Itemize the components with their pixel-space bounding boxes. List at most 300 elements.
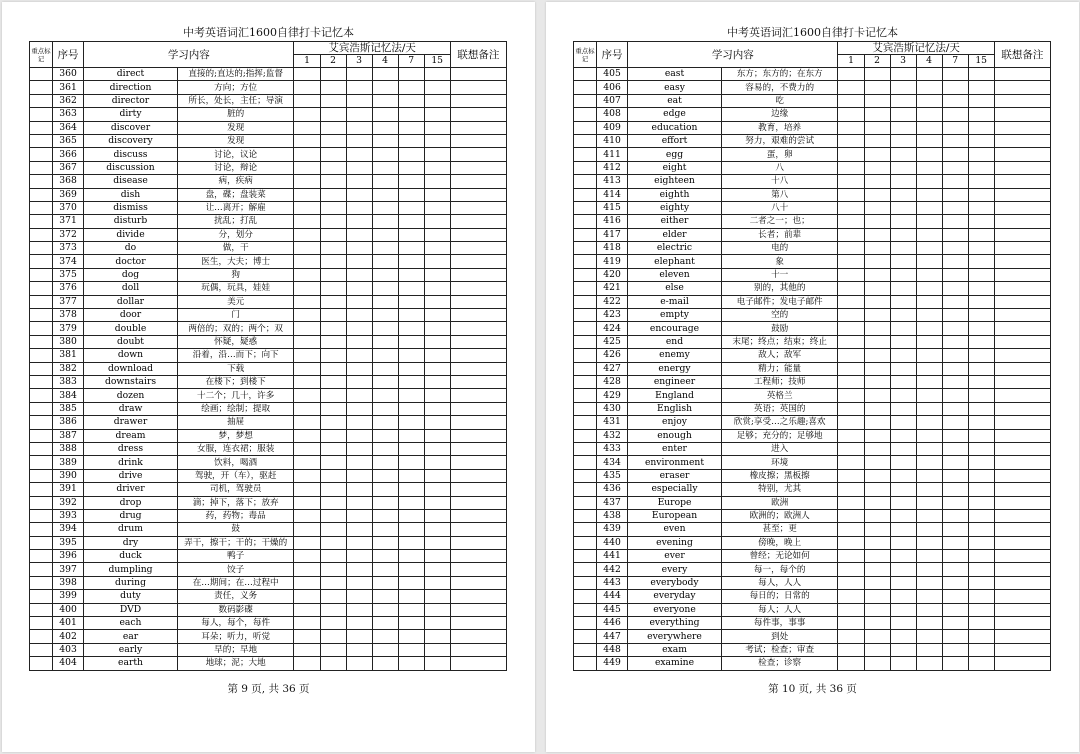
notes-cell[interactable] [994, 201, 1050, 214]
review-checkbox-cell[interactable] [372, 416, 398, 429]
review-checkbox-cell[interactable] [294, 309, 320, 322]
review-checkbox-cell[interactable] [398, 268, 424, 281]
mark-cell[interactable] [30, 349, 53, 362]
review-checkbox-cell[interactable] [346, 483, 372, 496]
review-checkbox-cell[interactable] [320, 335, 346, 348]
review-checkbox-cell[interactable] [890, 563, 916, 576]
review-checkbox-cell[interactable] [890, 496, 916, 509]
review-checkbox-cell[interactable] [968, 469, 994, 482]
review-checkbox-cell[interactable] [942, 469, 968, 482]
review-checkbox-cell[interactable] [864, 523, 890, 536]
review-checkbox-cell[interactable] [838, 188, 864, 201]
notes-cell[interactable] [450, 657, 506, 670]
review-checkbox-cell[interactable] [864, 536, 890, 549]
review-checkbox-cell[interactable] [864, 643, 890, 656]
review-checkbox-cell[interactable] [372, 282, 398, 295]
review-checkbox-cell[interactable] [864, 242, 890, 255]
review-checkbox-cell[interactable] [372, 228, 398, 241]
review-checkbox-cell[interactable] [864, 402, 890, 415]
review-checkbox-cell[interactable] [398, 242, 424, 255]
review-checkbox-cell[interactable] [424, 282, 450, 295]
review-checkbox-cell[interactable] [294, 630, 320, 643]
review-checkbox-cell[interactable] [838, 309, 864, 322]
review-checkbox-cell[interactable] [294, 442, 320, 455]
review-checkbox-cell[interactable] [838, 242, 864, 255]
review-checkbox-cell[interactable] [864, 550, 890, 563]
review-checkbox-cell[interactable] [424, 255, 450, 268]
review-checkbox-cell[interactable] [398, 134, 424, 147]
review-checkbox-cell[interactable] [372, 442, 398, 455]
mark-cell[interactable] [30, 536, 53, 549]
review-checkbox-cell[interactable] [424, 201, 450, 214]
review-checkbox-cell[interactable] [424, 590, 450, 603]
review-checkbox-cell[interactable] [890, 148, 916, 161]
notes-cell[interactable] [994, 563, 1050, 576]
notes-cell[interactable] [450, 402, 506, 415]
review-checkbox-cell[interactable] [838, 416, 864, 429]
mark-cell[interactable] [30, 550, 53, 563]
notes-cell[interactable] [994, 335, 1050, 348]
review-checkbox-cell[interactable] [838, 228, 864, 241]
review-checkbox-cell[interactable] [838, 282, 864, 295]
notes-cell[interactable] [450, 108, 506, 121]
review-checkbox-cell[interactable] [424, 94, 450, 107]
review-checkbox-cell[interactable] [346, 442, 372, 455]
review-checkbox-cell[interactable] [424, 134, 450, 147]
review-checkbox-cell[interactable] [294, 509, 320, 522]
notes-cell[interactable] [994, 161, 1050, 174]
review-checkbox-cell[interactable] [294, 188, 320, 201]
review-checkbox-cell[interactable] [864, 215, 890, 228]
mark-cell[interactable] [574, 509, 597, 522]
review-checkbox-cell[interactable] [320, 322, 346, 335]
review-checkbox-cell[interactable] [320, 483, 346, 496]
review-checkbox-cell[interactable] [864, 509, 890, 522]
mark-cell[interactable] [574, 108, 597, 121]
review-checkbox-cell[interactable] [968, 442, 994, 455]
review-checkbox-cell[interactable] [942, 442, 968, 455]
notes-cell[interactable] [450, 536, 506, 549]
notes-cell[interactable] [450, 81, 506, 94]
mark-cell[interactable] [574, 523, 597, 536]
review-checkbox-cell[interactable] [942, 309, 968, 322]
notes-cell[interactable] [994, 349, 1050, 362]
review-checkbox-cell[interactable] [890, 469, 916, 482]
mark-cell[interactable] [30, 68, 53, 81]
review-checkbox-cell[interactable] [372, 469, 398, 482]
mark-cell[interactable] [30, 215, 53, 228]
review-checkbox-cell[interactable] [372, 108, 398, 121]
review-checkbox-cell[interactable] [890, 630, 916, 643]
review-checkbox-cell[interactable] [916, 603, 942, 616]
review-checkbox-cell[interactable] [968, 255, 994, 268]
mark-cell[interactable] [30, 523, 53, 536]
review-checkbox-cell[interactable] [942, 590, 968, 603]
notes-cell[interactable] [994, 576, 1050, 589]
review-checkbox-cell[interactable] [372, 215, 398, 228]
review-checkbox-cell[interactable] [320, 496, 346, 509]
mark-cell[interactable] [30, 402, 53, 415]
review-checkbox-cell[interactable] [864, 563, 890, 576]
mark-cell[interactable] [30, 322, 53, 335]
review-checkbox-cell[interactable] [864, 349, 890, 362]
review-checkbox-cell[interactable] [424, 429, 450, 442]
review-checkbox-cell[interactable] [372, 134, 398, 147]
mark-cell[interactable] [30, 282, 53, 295]
review-checkbox-cell[interactable] [294, 242, 320, 255]
review-checkbox-cell[interactable] [942, 175, 968, 188]
mark-cell[interactable] [30, 603, 53, 616]
review-checkbox-cell[interactable] [424, 483, 450, 496]
review-checkbox-cell[interactable] [320, 576, 346, 589]
review-checkbox-cell[interactable] [372, 563, 398, 576]
notes-cell[interactable] [994, 469, 1050, 482]
mark-cell[interactable] [30, 309, 53, 322]
review-checkbox-cell[interactable] [864, 389, 890, 402]
review-checkbox-cell[interactable] [398, 94, 424, 107]
notes-cell[interactable] [450, 242, 506, 255]
review-checkbox-cell[interactable] [864, 496, 890, 509]
review-checkbox-cell[interactable] [320, 108, 346, 121]
notes-cell[interactable] [450, 362, 506, 375]
review-checkbox-cell[interactable] [398, 362, 424, 375]
review-checkbox-cell[interactable] [890, 362, 916, 375]
review-checkbox-cell[interactable] [398, 215, 424, 228]
review-checkbox-cell[interactable] [968, 362, 994, 375]
review-checkbox-cell[interactable] [916, 550, 942, 563]
notes-cell[interactable] [994, 590, 1050, 603]
notes-cell[interactable] [450, 295, 506, 308]
review-checkbox-cell[interactable] [346, 148, 372, 161]
review-checkbox-cell[interactable] [838, 108, 864, 121]
notes-cell[interactable] [994, 228, 1050, 241]
notes-cell[interactable] [994, 523, 1050, 536]
review-checkbox-cell[interactable] [890, 335, 916, 348]
notes-cell[interactable] [450, 148, 506, 161]
review-checkbox-cell[interactable] [398, 322, 424, 335]
review-checkbox-cell[interactable] [942, 68, 968, 81]
review-checkbox-cell[interactable] [398, 483, 424, 496]
mark-cell[interactable] [30, 108, 53, 121]
mark-cell[interactable] [30, 121, 53, 134]
review-checkbox-cell[interactable] [294, 576, 320, 589]
notes-cell[interactable] [994, 550, 1050, 563]
mark-cell[interactable] [574, 375, 597, 388]
review-checkbox-cell[interactable] [838, 201, 864, 214]
review-checkbox-cell[interactable] [320, 402, 346, 415]
review-checkbox-cell[interactable] [864, 121, 890, 134]
review-checkbox-cell[interactable] [372, 309, 398, 322]
review-checkbox-cell[interactable] [372, 590, 398, 603]
mark-cell[interactable] [30, 617, 53, 630]
review-checkbox-cell[interactable] [864, 309, 890, 322]
review-checkbox-cell[interactable] [968, 389, 994, 402]
review-checkbox-cell[interactable] [864, 335, 890, 348]
mark-cell[interactable] [30, 590, 53, 603]
review-checkbox-cell[interactable] [968, 295, 994, 308]
review-checkbox-cell[interactable] [320, 550, 346, 563]
review-checkbox-cell[interactable] [864, 442, 890, 455]
review-checkbox-cell[interactable] [890, 134, 916, 147]
review-checkbox-cell[interactable] [398, 389, 424, 402]
review-checkbox-cell[interactable] [838, 643, 864, 656]
review-checkbox-cell[interactable] [942, 375, 968, 388]
review-checkbox-cell[interactable] [346, 643, 372, 656]
review-checkbox-cell[interactable] [372, 402, 398, 415]
review-checkbox-cell[interactable] [346, 429, 372, 442]
review-checkbox-cell[interactable] [372, 94, 398, 107]
review-checkbox-cell[interactable] [424, 375, 450, 388]
review-checkbox-cell[interactable] [320, 121, 346, 134]
review-checkbox-cell[interactable] [320, 509, 346, 522]
review-checkbox-cell[interactable] [838, 550, 864, 563]
review-checkbox-cell[interactable] [916, 121, 942, 134]
review-checkbox-cell[interactable] [864, 483, 890, 496]
review-checkbox-cell[interactable] [890, 255, 916, 268]
notes-cell[interactable] [450, 282, 506, 295]
review-checkbox-cell[interactable] [968, 456, 994, 469]
review-checkbox-cell[interactable] [890, 108, 916, 121]
review-checkbox-cell[interactable] [398, 255, 424, 268]
review-checkbox-cell[interactable] [864, 375, 890, 388]
review-checkbox-cell[interactable] [372, 161, 398, 174]
review-checkbox-cell[interactable] [916, 657, 942, 670]
review-checkbox-cell[interactable] [320, 228, 346, 241]
review-checkbox-cell[interactable] [916, 563, 942, 576]
review-checkbox-cell[interactable] [294, 255, 320, 268]
review-checkbox-cell[interactable] [346, 362, 372, 375]
notes-cell[interactable] [450, 603, 506, 616]
review-checkbox-cell[interactable] [942, 362, 968, 375]
review-checkbox-cell[interactable] [424, 657, 450, 670]
review-checkbox-cell[interactable] [942, 563, 968, 576]
notes-cell[interactable] [450, 68, 506, 81]
mark-cell[interactable] [574, 389, 597, 402]
review-checkbox-cell[interactable] [968, 228, 994, 241]
mark-cell[interactable] [574, 643, 597, 656]
notes-cell[interactable] [450, 175, 506, 188]
review-checkbox-cell[interactable] [346, 134, 372, 147]
review-checkbox-cell[interactable] [424, 242, 450, 255]
mark-cell[interactable] [574, 215, 597, 228]
review-checkbox-cell[interactable] [372, 335, 398, 348]
review-checkbox-cell[interactable] [864, 134, 890, 147]
review-checkbox-cell[interactable] [372, 349, 398, 362]
review-checkbox-cell[interactable] [838, 617, 864, 630]
review-checkbox-cell[interactable] [968, 94, 994, 107]
review-checkbox-cell[interactable] [424, 389, 450, 402]
review-checkbox-cell[interactable] [372, 362, 398, 375]
mark-cell[interactable] [574, 81, 597, 94]
review-checkbox-cell[interactable] [942, 255, 968, 268]
review-checkbox-cell[interactable] [398, 603, 424, 616]
review-checkbox-cell[interactable] [942, 402, 968, 415]
notes-cell[interactable] [994, 268, 1050, 281]
notes-cell[interactable] [450, 456, 506, 469]
review-checkbox-cell[interactable] [890, 94, 916, 107]
review-checkbox-cell[interactable] [424, 536, 450, 549]
review-checkbox-cell[interactable] [424, 121, 450, 134]
review-checkbox-cell[interactable] [424, 108, 450, 121]
review-checkbox-cell[interactable] [916, 201, 942, 214]
review-checkbox-cell[interactable] [942, 509, 968, 522]
review-checkbox-cell[interactable] [916, 523, 942, 536]
review-checkbox-cell[interactable] [864, 94, 890, 107]
review-checkbox-cell[interactable] [916, 617, 942, 630]
review-checkbox-cell[interactable] [398, 416, 424, 429]
review-checkbox-cell[interactable] [346, 309, 372, 322]
review-checkbox-cell[interactable] [294, 215, 320, 228]
review-checkbox-cell[interactable] [294, 389, 320, 402]
review-checkbox-cell[interactable] [346, 255, 372, 268]
review-checkbox-cell[interactable] [968, 268, 994, 281]
notes-cell[interactable] [450, 375, 506, 388]
review-checkbox-cell[interactable] [968, 335, 994, 348]
notes-cell[interactable] [994, 94, 1050, 107]
review-checkbox-cell[interactable] [864, 228, 890, 241]
review-checkbox-cell[interactable] [942, 496, 968, 509]
review-checkbox-cell[interactable] [424, 175, 450, 188]
mark-cell[interactable] [30, 416, 53, 429]
review-checkbox-cell[interactable] [864, 161, 890, 174]
review-checkbox-cell[interactable] [968, 161, 994, 174]
review-checkbox-cell[interactable] [916, 643, 942, 656]
review-checkbox-cell[interactable] [424, 509, 450, 522]
review-checkbox-cell[interactable] [942, 108, 968, 121]
notes-cell[interactable] [994, 242, 1050, 255]
review-checkbox-cell[interactable] [890, 375, 916, 388]
review-checkbox-cell[interactable] [838, 81, 864, 94]
review-checkbox-cell[interactable] [942, 630, 968, 643]
mark-cell[interactable] [574, 148, 597, 161]
review-checkbox-cell[interactable] [942, 657, 968, 670]
review-checkbox-cell[interactable] [372, 603, 398, 616]
notes-cell[interactable] [994, 509, 1050, 522]
mark-cell[interactable] [30, 483, 53, 496]
review-checkbox-cell[interactable] [424, 188, 450, 201]
mark-cell[interactable] [30, 161, 53, 174]
review-checkbox-cell[interactable] [864, 456, 890, 469]
review-checkbox-cell[interactable] [890, 228, 916, 241]
review-checkbox-cell[interactable] [398, 108, 424, 121]
review-checkbox-cell[interactable] [890, 590, 916, 603]
review-checkbox-cell[interactable] [320, 215, 346, 228]
mark-cell[interactable] [574, 483, 597, 496]
notes-cell[interactable] [994, 456, 1050, 469]
review-checkbox-cell[interactable] [890, 322, 916, 335]
review-checkbox-cell[interactable] [968, 68, 994, 81]
review-checkbox-cell[interactable] [916, 268, 942, 281]
review-checkbox-cell[interactable] [838, 442, 864, 455]
review-checkbox-cell[interactable] [294, 469, 320, 482]
review-checkbox-cell[interactable] [294, 268, 320, 281]
review-checkbox-cell[interactable] [942, 335, 968, 348]
review-checkbox-cell[interactable] [968, 322, 994, 335]
review-checkbox-cell[interactable] [294, 228, 320, 241]
review-checkbox-cell[interactable] [890, 215, 916, 228]
review-checkbox-cell[interactable] [890, 483, 916, 496]
review-checkbox-cell[interactable] [942, 389, 968, 402]
review-checkbox-cell[interactable] [968, 643, 994, 656]
review-checkbox-cell[interactable] [942, 94, 968, 107]
review-checkbox-cell[interactable] [372, 576, 398, 589]
review-checkbox-cell[interactable] [372, 188, 398, 201]
review-checkbox-cell[interactable] [398, 68, 424, 81]
review-checkbox-cell[interactable] [890, 416, 916, 429]
review-checkbox-cell[interactable] [294, 536, 320, 549]
review-checkbox-cell[interactable] [838, 68, 864, 81]
review-checkbox-cell[interactable] [346, 603, 372, 616]
review-checkbox-cell[interactable] [346, 375, 372, 388]
review-checkbox-cell[interactable] [320, 81, 346, 94]
notes-cell[interactable] [994, 309, 1050, 322]
review-checkbox-cell[interactable] [864, 68, 890, 81]
review-checkbox-cell[interactable] [916, 94, 942, 107]
review-checkbox-cell[interactable] [838, 389, 864, 402]
review-checkbox-cell[interactable] [346, 536, 372, 549]
mark-cell[interactable] [30, 509, 53, 522]
review-checkbox-cell[interactable] [320, 389, 346, 402]
review-checkbox-cell[interactable] [320, 255, 346, 268]
review-checkbox-cell[interactable] [968, 550, 994, 563]
review-checkbox-cell[interactable] [916, 228, 942, 241]
mark-cell[interactable] [574, 309, 597, 322]
review-checkbox-cell[interactable] [346, 121, 372, 134]
review-checkbox-cell[interactable] [424, 268, 450, 281]
review-checkbox-cell[interactable] [320, 630, 346, 643]
review-checkbox-cell[interactable] [890, 121, 916, 134]
review-checkbox-cell[interactable] [942, 242, 968, 255]
review-checkbox-cell[interactable] [838, 630, 864, 643]
review-checkbox-cell[interactable] [890, 268, 916, 281]
review-checkbox-cell[interactable] [890, 429, 916, 442]
notes-cell[interactable] [450, 255, 506, 268]
review-checkbox-cell[interactable] [890, 81, 916, 94]
review-checkbox-cell[interactable] [294, 643, 320, 656]
review-checkbox-cell[interactable] [864, 175, 890, 188]
review-checkbox-cell[interactable] [320, 268, 346, 281]
review-checkbox-cell[interactable] [398, 188, 424, 201]
review-checkbox-cell[interactable] [916, 496, 942, 509]
review-checkbox-cell[interactable] [320, 643, 346, 656]
notes-cell[interactable] [994, 496, 1050, 509]
review-checkbox-cell[interactable] [968, 590, 994, 603]
review-checkbox-cell[interactable] [424, 456, 450, 469]
review-checkbox-cell[interactable] [424, 215, 450, 228]
review-checkbox-cell[interactable] [346, 295, 372, 308]
review-checkbox-cell[interactable] [294, 617, 320, 630]
review-checkbox-cell[interactable] [320, 362, 346, 375]
review-checkbox-cell[interactable] [968, 134, 994, 147]
review-checkbox-cell[interactable] [916, 402, 942, 415]
review-checkbox-cell[interactable] [424, 442, 450, 455]
review-checkbox-cell[interactable] [346, 563, 372, 576]
notes-cell[interactable] [450, 188, 506, 201]
mark-cell[interactable] [574, 590, 597, 603]
review-checkbox-cell[interactable] [968, 148, 994, 161]
review-checkbox-cell[interactable] [398, 456, 424, 469]
review-checkbox-cell[interactable] [890, 617, 916, 630]
mark-cell[interactable] [574, 282, 597, 295]
review-checkbox-cell[interactable] [320, 442, 346, 455]
review-checkbox-cell[interactable] [294, 456, 320, 469]
review-checkbox-cell[interactable] [398, 81, 424, 94]
review-checkbox-cell[interactable] [346, 389, 372, 402]
review-checkbox-cell[interactable] [320, 603, 346, 616]
review-checkbox-cell[interactable] [916, 188, 942, 201]
mark-cell[interactable] [574, 657, 597, 670]
review-checkbox-cell[interactable] [890, 603, 916, 616]
